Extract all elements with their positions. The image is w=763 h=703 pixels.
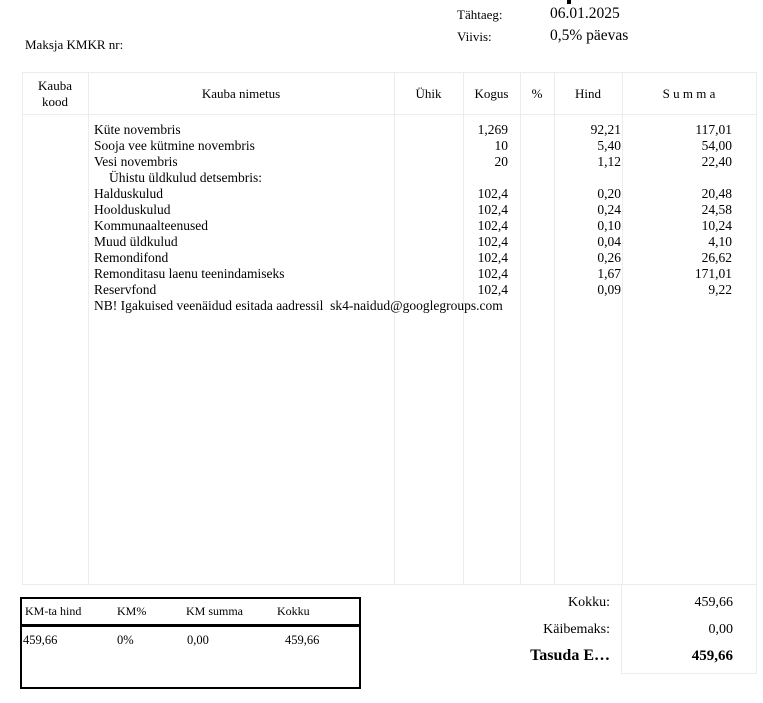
item-sum: 26,62 — [701, 250, 732, 265]
column-header-percent: % — [531, 86, 543, 101]
table-row — [23, 122, 756, 138]
km-value-net: 459,66 — [23, 633, 58, 647]
km-divider-line — [22, 624, 359, 627]
late-fee-value: 0,5% päevas — [550, 27, 629, 44]
km-header-sum: KM summa — [186, 604, 243, 618]
late-fee-label: Viivis: — [457, 29, 492, 44]
column-header-kogus: Kogus — [474, 86, 509, 101]
item-sum: 4,10 — [708, 234, 732, 249]
item-qty: 102,4 — [477, 282, 508, 297]
column-header-summa: S u m m a — [662, 86, 716, 101]
item-qty: 1,269 — [477, 122, 508, 137]
due-date-label: Tähtaeg: — [457, 7, 503, 22]
cutoff-glyph-artifact — [567, 0, 571, 4]
vat-label: Käibemaks: — [543, 622, 610, 637]
item-price: 0,20 — [597, 186, 621, 201]
item-sum: 54,00 — [701, 138, 732, 153]
item-qty: 102,4 — [477, 186, 508, 201]
item-qty: 20 — [494, 154, 508, 169]
km-header-total: Kokku — [277, 604, 310, 618]
item-price: 5,40 — [597, 138, 621, 153]
table-row — [23, 202, 756, 218]
total-label: Kokku: — [568, 595, 610, 610]
item-name: Reservfond — [94, 282, 157, 297]
item-qty: 102,4 — [477, 250, 508, 265]
column-header-uhik: Ühik — [415, 86, 442, 101]
item-sum: 10,24 — [701, 218, 732, 233]
item-name: Hoolduskulud — [94, 202, 171, 217]
item-price: 0,26 — [597, 250, 621, 265]
table-row — [23, 234, 756, 250]
item-sum: 117,01 — [695, 122, 732, 137]
item-price: 1,67 — [597, 266, 621, 281]
note-text: NB! Igakuised veenäidud esitada aadressil sk4-naidud@googlegroups.com — [94, 298, 503, 313]
table-row — [23, 138, 756, 154]
column-header-nimetus: Kauba nimetus — [201, 86, 281, 101]
table-row — [23, 250, 756, 266]
payer-vat-number-label: Maksja KMKR nr: — [25, 37, 124, 52]
item-name: Halduskulud — [94, 186, 163, 201]
km-header-rate: KM% — [117, 604, 147, 618]
item-sum: 20,48 — [701, 186, 732, 201]
vat-summary-table — [20, 597, 361, 689]
column-header-kood: Kauba kood — [38, 78, 72, 109]
km-value-sum: 0,00 — [187, 633, 209, 647]
item-qty: 10 — [494, 138, 508, 153]
item-price: 0,10 — [597, 218, 621, 233]
item-name: Sooja vee kütmine novembris — [94, 138, 255, 153]
table-row — [23, 186, 756, 202]
table-row — [23, 282, 756, 298]
item-price: 92,21 — [590, 122, 621, 137]
item-sum: 22,40 — [701, 154, 732, 169]
invoice-table — [22, 72, 757, 585]
item-name: Kommunaalteenused — [94, 218, 208, 233]
table-row — [23, 154, 756, 170]
item-name: Remonditasu laenu teenindamiseks — [94, 266, 285, 281]
table-row — [23, 218, 756, 234]
km-header-net: KM-ta hind — [25, 604, 82, 618]
invoice-table-body — [23, 114, 756, 314]
table-row — [23, 266, 756, 282]
item-name: Muud üldkulud — [94, 234, 178, 249]
item-name: Vesi novembris — [94, 154, 178, 169]
item-sum: 24,58 — [701, 202, 732, 217]
item-name: Küte novembris — [94, 122, 181, 137]
item-sum: 171,01 — [694, 266, 732, 281]
item-price: 0,04 — [597, 234, 621, 249]
item-qty: 102,4 — [477, 202, 508, 217]
item-price: 0,09 — [597, 282, 621, 297]
item-name: Ühistu üldkulud detsembris: — [109, 170, 262, 185]
item-qty: 102,4 — [477, 234, 508, 249]
note-row — [23, 298, 756, 314]
amount-due-value: 459,66 — [691, 648, 733, 664]
km-value-total: 459,66 — [285, 633, 320, 647]
item-qty: 102,4 — [477, 218, 508, 233]
item-name: Remondifond — [94, 250, 169, 265]
totals-column-box — [621, 584, 757, 674]
km-value-rate: 0% — [117, 633, 134, 647]
due-date-value: 06.01.2025 — [550, 5, 620, 22]
item-price: 1,12 — [597, 154, 621, 169]
item-qty: 102,4 — [477, 266, 508, 281]
total-value: 459,66 — [694, 595, 733, 610]
item-price: 0,24 — [597, 202, 621, 217]
column-header-hind: Hind — [575, 86, 601, 101]
table-row — [23, 170, 756, 186]
item-sum: 9,22 — [708, 282, 732, 297]
vat-value: 0,00 — [708, 622, 733, 637]
amount-due-label: Tasuda E… — [530, 647, 610, 664]
